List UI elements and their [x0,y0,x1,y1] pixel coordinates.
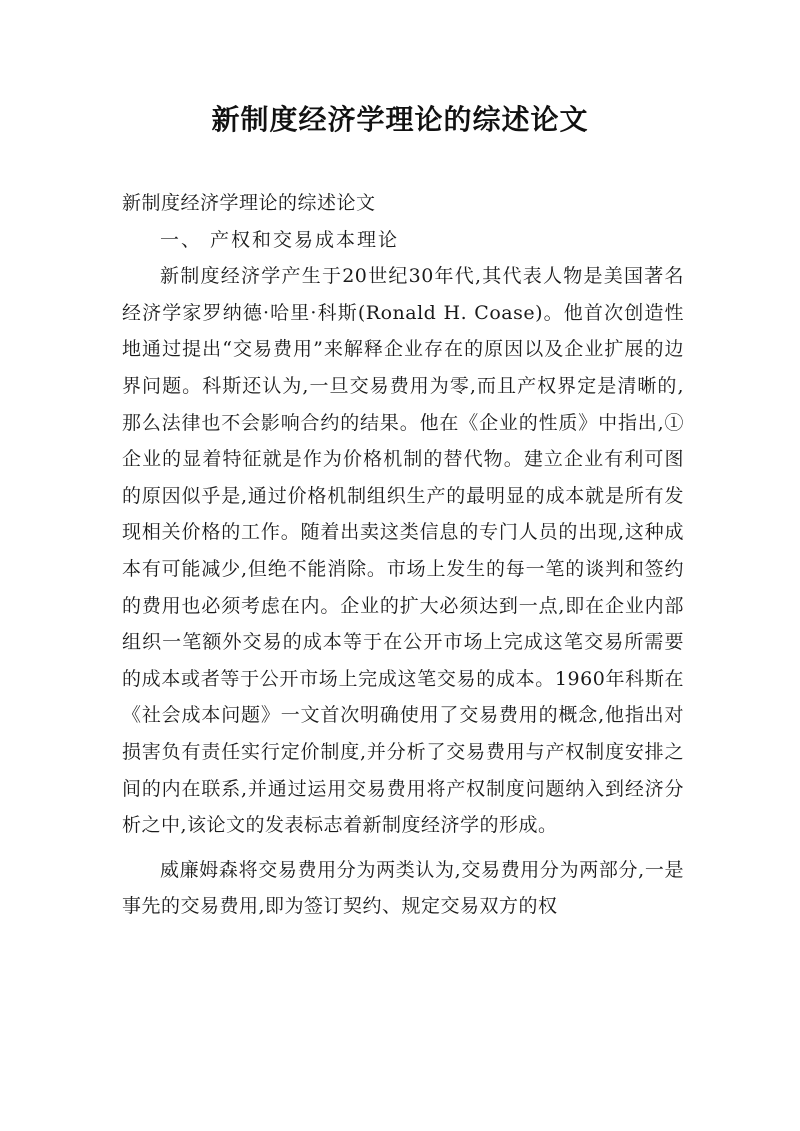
lead-line: 新制度经济学理论的综述论文 [122,192,376,214]
paragraph: 新制度经济学产生于20世纪30年代,其代表人物是美国著名经济学家罗纳德·哈里·科斯(Ronald H. Coase)。他首次创造性地通过提出“交易费用”来解释企业存在的原因以及企业扩展的边界问题。科斯还认为,一旦交易费用为零,而且产权界定是清晰的,那么法律也不会影响合约的结果。他在《企业的性质》中指出,①企业的显着特征就是作为价格机制的替代物。建立企业有利可图的原因似乎是,通过价格机制组织生产的最明显的成本就是所有发现相关价格的工作。随着出卖这类信息的专门人员的出现,这种成本有可能减少,但绝不能消除。市场上发生的每一笔的谈判和签约的费用也必须考虑在内。企业的扩大必须达到一点,即在企业内部组织一笔额外交易的成本等于在公开市场上完成这笔交易所需要的成本或者等于公开市场上完成这笔交易的成本。1960年科斯在《社会成本问题》一文首次明确使用了交易费用的概念,他指出对损害负有责任实行定价制度,并分析了交易费用与产权制度安排之间的内在联系,并通过运用交易费用将产权制度问题纳入到经济分析之中,该论文的发表标志着新制度经济学的形成。 [122,265,684,837]
document-body [122,185,684,925]
section-heading: 一、 产权和交易成本理论 [160,228,400,251]
paragraph: 威廉姆森将交易费用分为两类认为,交易费用分为两部分,一是事先的交易费用,即为签订契约、规定交易双方的权 [122,858,684,918]
document-title: 新制度经济学理论的综述论文 [211,103,589,136]
